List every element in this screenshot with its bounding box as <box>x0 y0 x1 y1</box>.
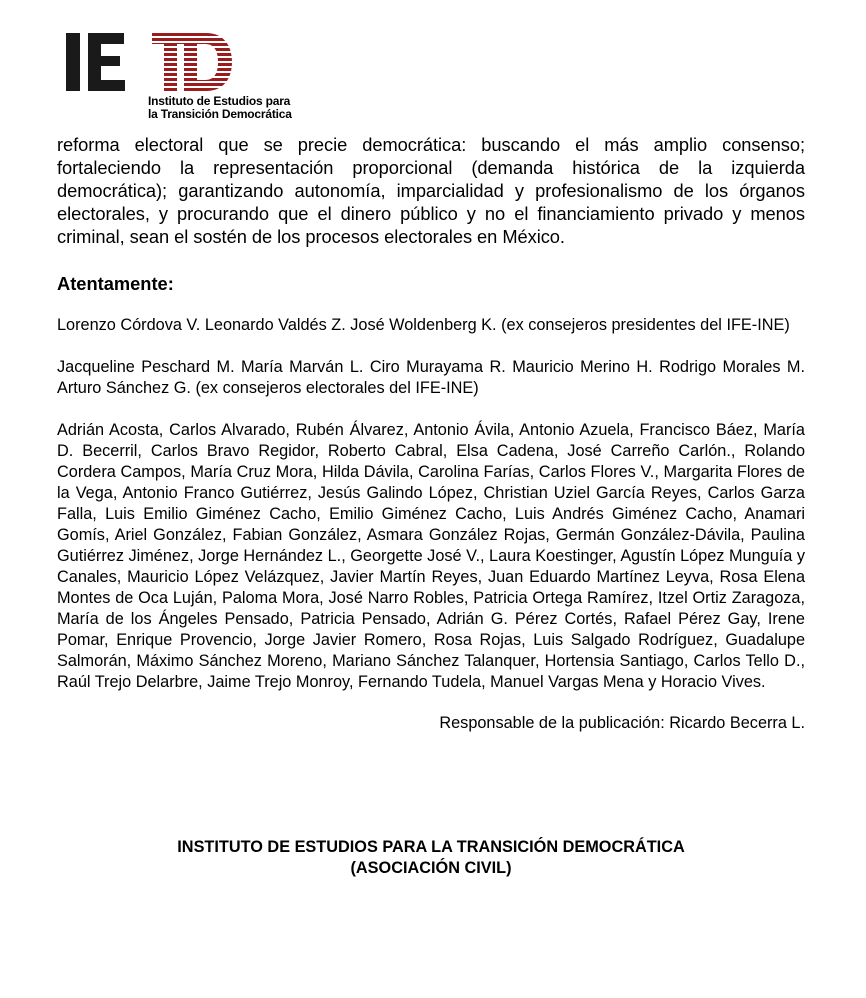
signers-others: Adrián Acosta, Carlos Alvarado, Rubén Álvarez, Antonio Ávila, Antonio Azuela, Francisco Báez, María D. Becerril, Carlos Bravo Regidor, Roberto Cabral, Elsa Cadena, José Carreño Carlón., Rolando Cordera Campos, María Cruz Mora, Hilda Dávila, Carolina Farías, Carlos Flores V., Margarita Flores de la Vega, Antonio Franco Gutiérrez, Jesús Galindo López, Christian Uziel García Reyes, Carlos Garza Falla, Luis Emilio Giménez Cacho, Emilio Giménez Cacho, Luis Andrés Giménez Cacho, Anamari Gomís, Ariel González, Fabian González, Asmara González Rojas, Germán González-Dávila, Paulina Gutiérrez Jiménez, Jorge Hernández L., Georgette José V., Laura Koestinger, Agustín López Munguía y Canales, Mauricio López Velázquez, Javier Martín Reyes, Juan Eduardo Martínez Leyva, Rosa Elena Montes de Oca Luján, Paloma Mora, José Narro Robles, Patricia Ortega Ramírez, Itzel Ortiz Zaragoza, María de los Ángeles Pensado, Patricia Pensado, Adrián G. Pérez Cortés, Rafael Pérez Gay, Irene Pomar, Enrique Provencio, Jorge Javier Romero, Rosa Rojas, Luis Salgado Rodríguez, Guadalupe Salmorán, Máximo Sánchez Moreno, Mariano Sánchez Talanquer, Hortensia Santiago, Carlos Tello D., Raúl Trejo Delarbre, Jaime Trejo Monroy, Fernando Tudela, Manuel Vargas Mena y Horacio Vives. <box>57 421 805 691</box>
responsible-line: Responsable de la publicación: Ricardo Becerra L. <box>439 714 805 732</box>
closing-salutation: Atentamente: <box>57 273 174 294</box>
organization-footer <box>57 837 805 879</box>
signers-councilors: Jacqueline Peschard M. María Marván L. Ciro Murayama R. Mauricio Merino H. Rodrigo Morales M. Arturo Sánchez G. (ex consejeros electorales del IFE-INE) <box>57 358 805 397</box>
document-body <box>57 133 805 734</box>
logo-subtitle <box>148 95 292 121</box>
org-name: INSTITUTO DE ESTUDIOS PARA LA TRANSICIÓN DEMOCRÁTICA <box>177 838 685 856</box>
org-type: (ASOCIACIÓN CIVIL) <box>350 859 512 877</box>
ietd-logo-mark <box>66 32 234 92</box>
logo-subtitle-line1: Instituto de Estudios para <box>148 94 291 108</box>
logo-subtitle-line2: la Transición Democrática <box>148 107 292 121</box>
signers-presidents: Lorenzo Córdova V. Leonardo Valdés Z. José Woldenberg K. (ex consejeros presidentes del IFE-INE) <box>57 316 790 334</box>
intro-paragraph: reforma electoral que se precie democrática: buscando el más amplio consenso; fortaleciendo la representación proporcional (demanda histórica de la izquierda democrática); garantizando autonomía, imparcialidad y profesionalismo de los órganos electorales, y procurando que el dinero público y no el financiamiento privado y menos criminal, sean el sostén de los procesos electorales en México. <box>57 134 805 247</box>
ietd-logo <box>66 32 306 124</box>
